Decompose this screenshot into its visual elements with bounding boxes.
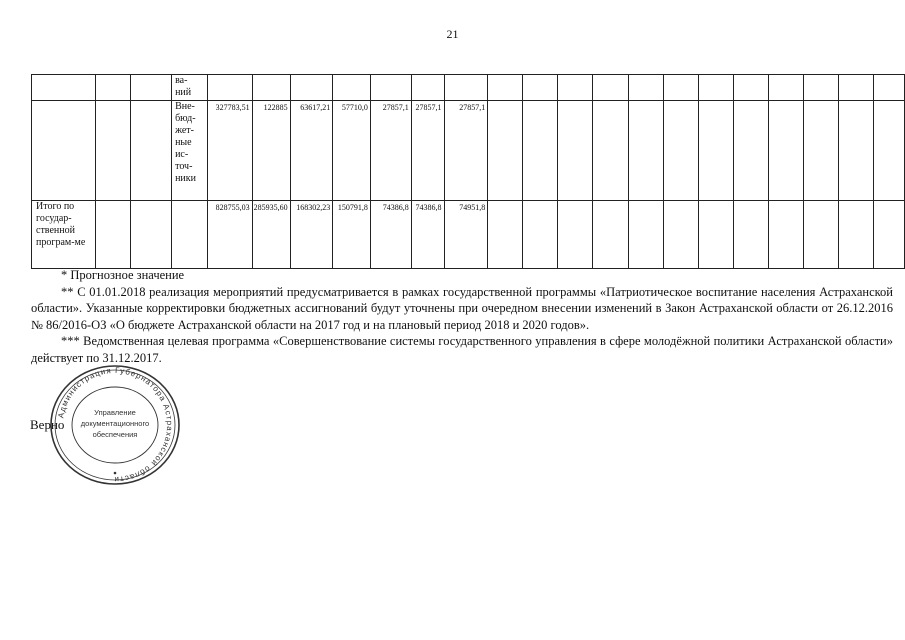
table-cell: 27857,1 bbox=[444, 101, 488, 201]
stamp-ring-text: Администрация Губернатора Астраханской области bbox=[56, 365, 175, 485]
table-cell: 27857,1 bbox=[411, 101, 444, 201]
page-number: 21 bbox=[446, 27, 459, 41]
budget-table bbox=[31, 74, 905, 269]
table-row bbox=[32, 75, 905, 101]
table-cell: 57710,0 bbox=[333, 101, 371, 201]
table-cell: 828755,03 bbox=[208, 201, 252, 269]
footnote-2: ** С 01.01.2018 реализация мероприятий предусматривается в рамках государственной программы «Патриотическое воспитание населения Астраханской области». Указанные корректировки бюджетных ассигнований будут уточнены при очередном внесении изменений в Закон Астраханской области от 26.12.2016 № 86/2016-ОЗ «О бюджете Астраханской области на 2017 год и на плановый период 2018 и 2020 годов». bbox=[31, 284, 893, 332]
funding-source-cell bbox=[172, 101, 208, 201]
table-cell: 122885 bbox=[252, 101, 290, 201]
verno-certification: Верно bbox=[30, 417, 65, 432]
official-stamp bbox=[48, 363, 182, 487]
stamp-line-3: обеспечения bbox=[92, 430, 138, 439]
funding-source-tail: ва- ний bbox=[175, 75, 192, 98]
footnote-3: *** Ведомственная целевая программа «Совершенствование системы государственного управления в сфере молодёжной политики Астраханской области» действует по 31.12.2017. bbox=[31, 334, 893, 365]
table-cell: 27857,1 bbox=[370, 101, 411, 201]
table-cell: 63617,21 bbox=[290, 101, 333, 201]
footnotes bbox=[31, 267, 893, 366]
funding-source-label: Вне- бюд- жет- ные ис- точ- ники bbox=[175, 101, 196, 184]
stamp-line-1: Управление bbox=[94, 408, 136, 417]
stamp-dot-icon bbox=[114, 472, 117, 475]
table-row bbox=[32, 201, 905, 269]
funding-source-cell bbox=[172, 75, 208, 101]
stamp-line-2: документационного bbox=[80, 419, 150, 428]
footnote-1: * Прогнозное значение bbox=[61, 268, 185, 282]
table-cell: 74386,8 bbox=[411, 201, 444, 269]
table-cell: 74951,8 bbox=[444, 201, 488, 269]
table-cell: 150791,8 bbox=[333, 201, 371, 269]
total-label-cell: Итого по государ-ственной програм-ме bbox=[32, 201, 96, 269]
table-cell: 327783,51 bbox=[208, 101, 252, 201]
table-cell: 285935,60 bbox=[252, 201, 290, 269]
table-row bbox=[32, 101, 905, 201]
table-cell: 74386,8 bbox=[370, 201, 411, 269]
table-cell: 168302,23 bbox=[290, 201, 333, 269]
